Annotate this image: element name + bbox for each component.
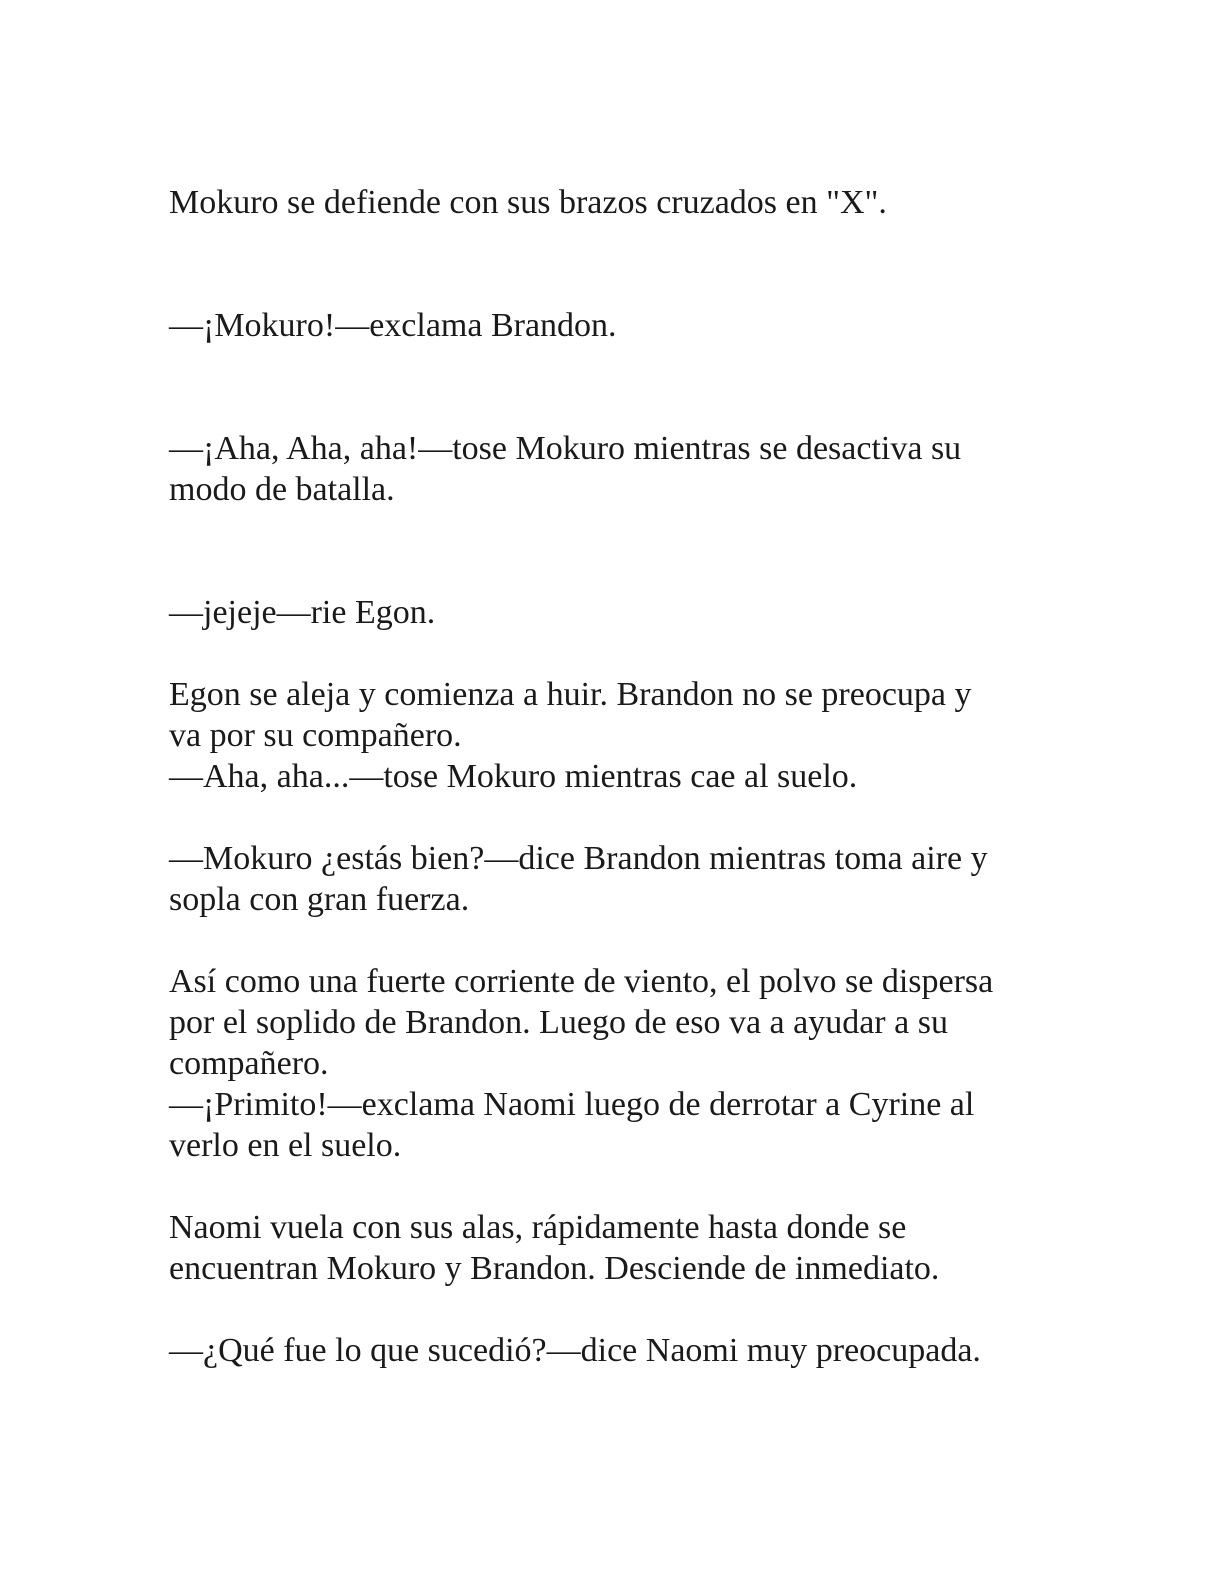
paragraph-2 — [169, 305, 1049, 346]
text-line: Naomi vuela con sus alas, rápidamente hasta donde se — [169, 1209, 907, 1246]
text-line: Mokuro se defiende con sus brazos cruzados en "X". — [169, 184, 887, 221]
text-line: encuentran Mokuro y Brandon. Desciende de inmediato. — [169, 1250, 940, 1287]
text-line: va por su compañero. — [169, 717, 462, 754]
text-line: —¡Mokuro!—exclama Brandon. — [169, 307, 617, 344]
text-line: modo de batalla. — [169, 471, 395, 508]
text-line: compañero. — [169, 1045, 329, 1082]
text-line: verlo en el suelo. — [169, 1127, 402, 1164]
text-line: —Mokuro ¿estás bien?—dice Brandon mientras toma aire y — [169, 840, 988, 877]
text-line: sopla con gran fuerza. — [169, 881, 470, 918]
text-line: por el soplido de Brandon. Luego de eso va a ayudar a su — [169, 1004, 948, 1041]
paragraph-8 — [169, 1207, 1049, 1289]
paragraph-4 — [169, 592, 1049, 633]
text-line: —¿Qué fue lo que sucedió?—dice Naomi muy preocupada. — [169, 1332, 981, 1369]
paragraph-5 — [169, 674, 1049, 797]
text-line: Egon se aleja y comienza a huir. Brandon no se preocupa y — [169, 676, 972, 713]
paragraph-7 — [169, 961, 1049, 1166]
text-line: —¡Aha, Aha, aha!—tose Mokuro mientras se desactiva su — [169, 430, 962, 467]
text-line: Así como una fuerte corriente de viento, el polvo se dispersa — [169, 963, 994, 1000]
paragraph-9 — [169, 1330, 1049, 1371]
paragraph-1 — [169, 182, 1049, 223]
text-line: —¡Primito!—exclama Naomi luego de derrotar a Cyrine al — [169, 1086, 975, 1123]
text-line: —jejeje—rie Egon. — [169, 594, 436, 631]
text-line: —Aha, aha...—tose Mokuro mientras cae al suelo. — [169, 758, 858, 795]
paragraph-3 — [169, 428, 1049, 510]
paragraph-6 — [169, 838, 1049, 920]
